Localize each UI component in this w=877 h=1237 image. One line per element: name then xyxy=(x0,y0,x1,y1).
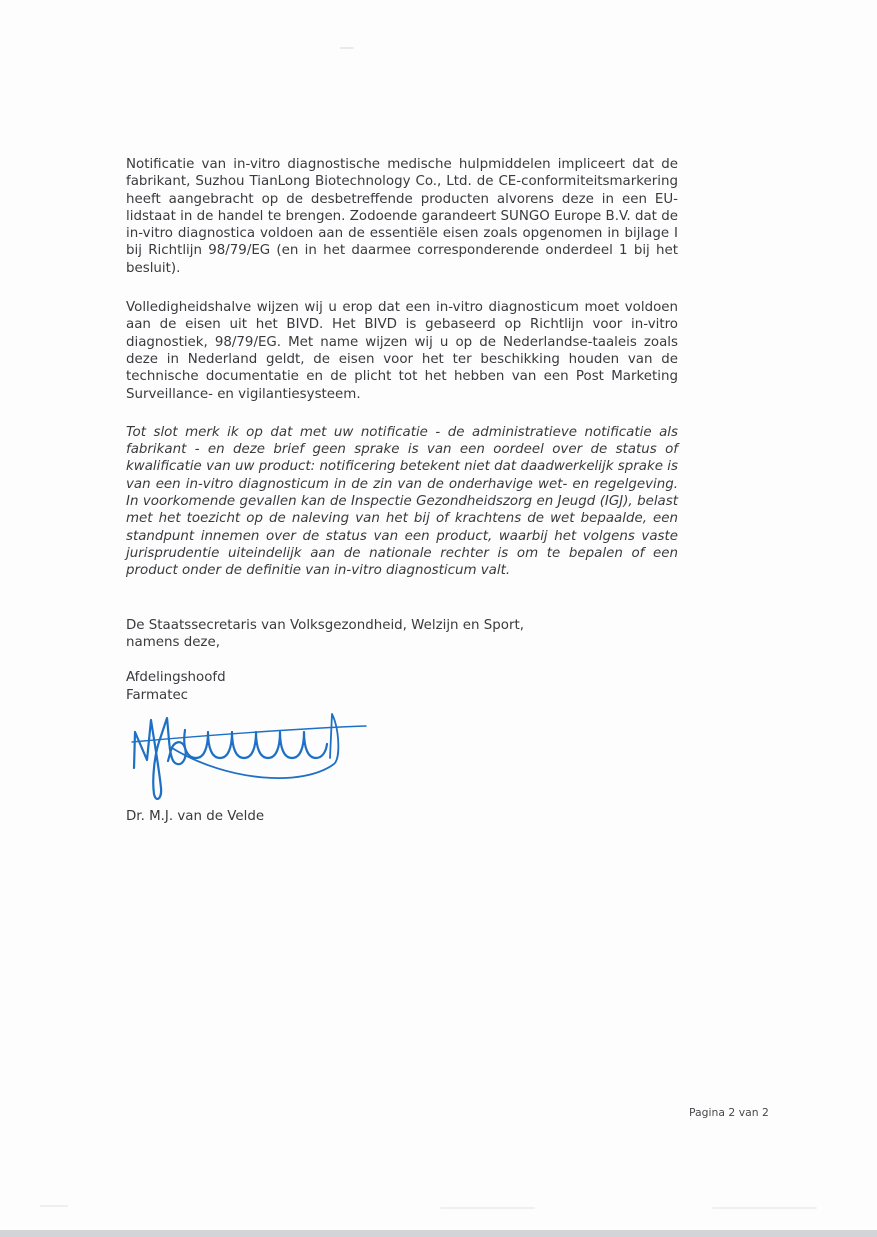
body-paragraph-3-italic: Tot slot merk ik op dat met uw notificatie - de administratieve notificatie als fabrikant - en deze brief geen sprake is van een oordeel over de status of kwalificatie van uw product: notificering betekent niet dat daadwerkelijk sprake is van een in-vitro diagnosticum in de zin van de onderhavige wet- en regelgeving. In voorkomende gevallen kan de Inspectie Gezondheidszorg en Jeugd (IGJ), belast met het toezicht op de naleving van het bij of krachtens de wet bepaalde, een standpunt innemen over de status van een product, waarbij het volgens vaste jurisprudentie uiteindelijk aan de nationale rechter is om te bepalen of een product onder de definitie van in-vitro diagnosticum valt. xyxy=(126,424,678,579)
signature-ink-icon xyxy=(128,706,368,804)
closing-salutation-line1: De Staatssecretaris van Volksgezondheid, Welzijn en Sport, xyxy=(126,617,524,633)
body-paragraph-1: Notificatie van in-vitro diagnostische medische hulpmiddelen impliceert dat de fabrikant, Suzhou TianLong Biotechnology Co., Ltd. de CE-conformiteitsmarkering heeft aangebracht op de desbetreffende producten alvorens deze in een EU-lidstaat in de handel te brengen. Zodoende garandeert SUNGO Europe B.V. dat de in-vitro diagnostica voldoen aan de essentiële eisen zoals opgenomen in bijlage I bij Richtlijn 98/79/EG (en in het daarmee corresponderende onderdeel 1 bij het besluit). xyxy=(126,157,678,276)
department-name: Farmatec xyxy=(126,687,189,703)
scan-bottom-edge xyxy=(0,1230,877,1237)
scan-artifact xyxy=(712,1207,817,1209)
department-block xyxy=(126,669,678,704)
department-role: Afdelingshoofd xyxy=(126,670,226,686)
page-number-indicator: Pagina 2 van 2 xyxy=(689,1106,769,1119)
scan-artifact xyxy=(340,47,354,49)
handwritten-signature xyxy=(128,706,368,804)
scan-artifact xyxy=(440,1207,535,1209)
signer-name: Dr. M.J. van de Velde xyxy=(126,809,265,825)
body-paragraph-2: Volledigheidshalve wijzen wij u erop dat een in-vitro diagnosticum moet voldoen aan de eisen uit het BIVD. Het BIVD is gebaseerd op Richtlijn voor in-vitro diagnostiek, 98/79/EG. Met name wijzen wij u op de Nederlandse-taaleis zoals deze in Nederland geldt, de eisen voor het ter beschikking houden van de technische documentatie en de plicht tot het hebben van een Post Marketing Surveillance- en vigilantiesysteem. xyxy=(126,300,678,402)
closing-block xyxy=(126,617,678,652)
signature-loops-stroke xyxy=(184,730,327,758)
letter-body xyxy=(126,156,678,826)
scan-artifact xyxy=(40,1205,68,1207)
signature-initial-stroke xyxy=(134,718,186,799)
closing-salutation-line2: namens deze, xyxy=(126,634,220,650)
